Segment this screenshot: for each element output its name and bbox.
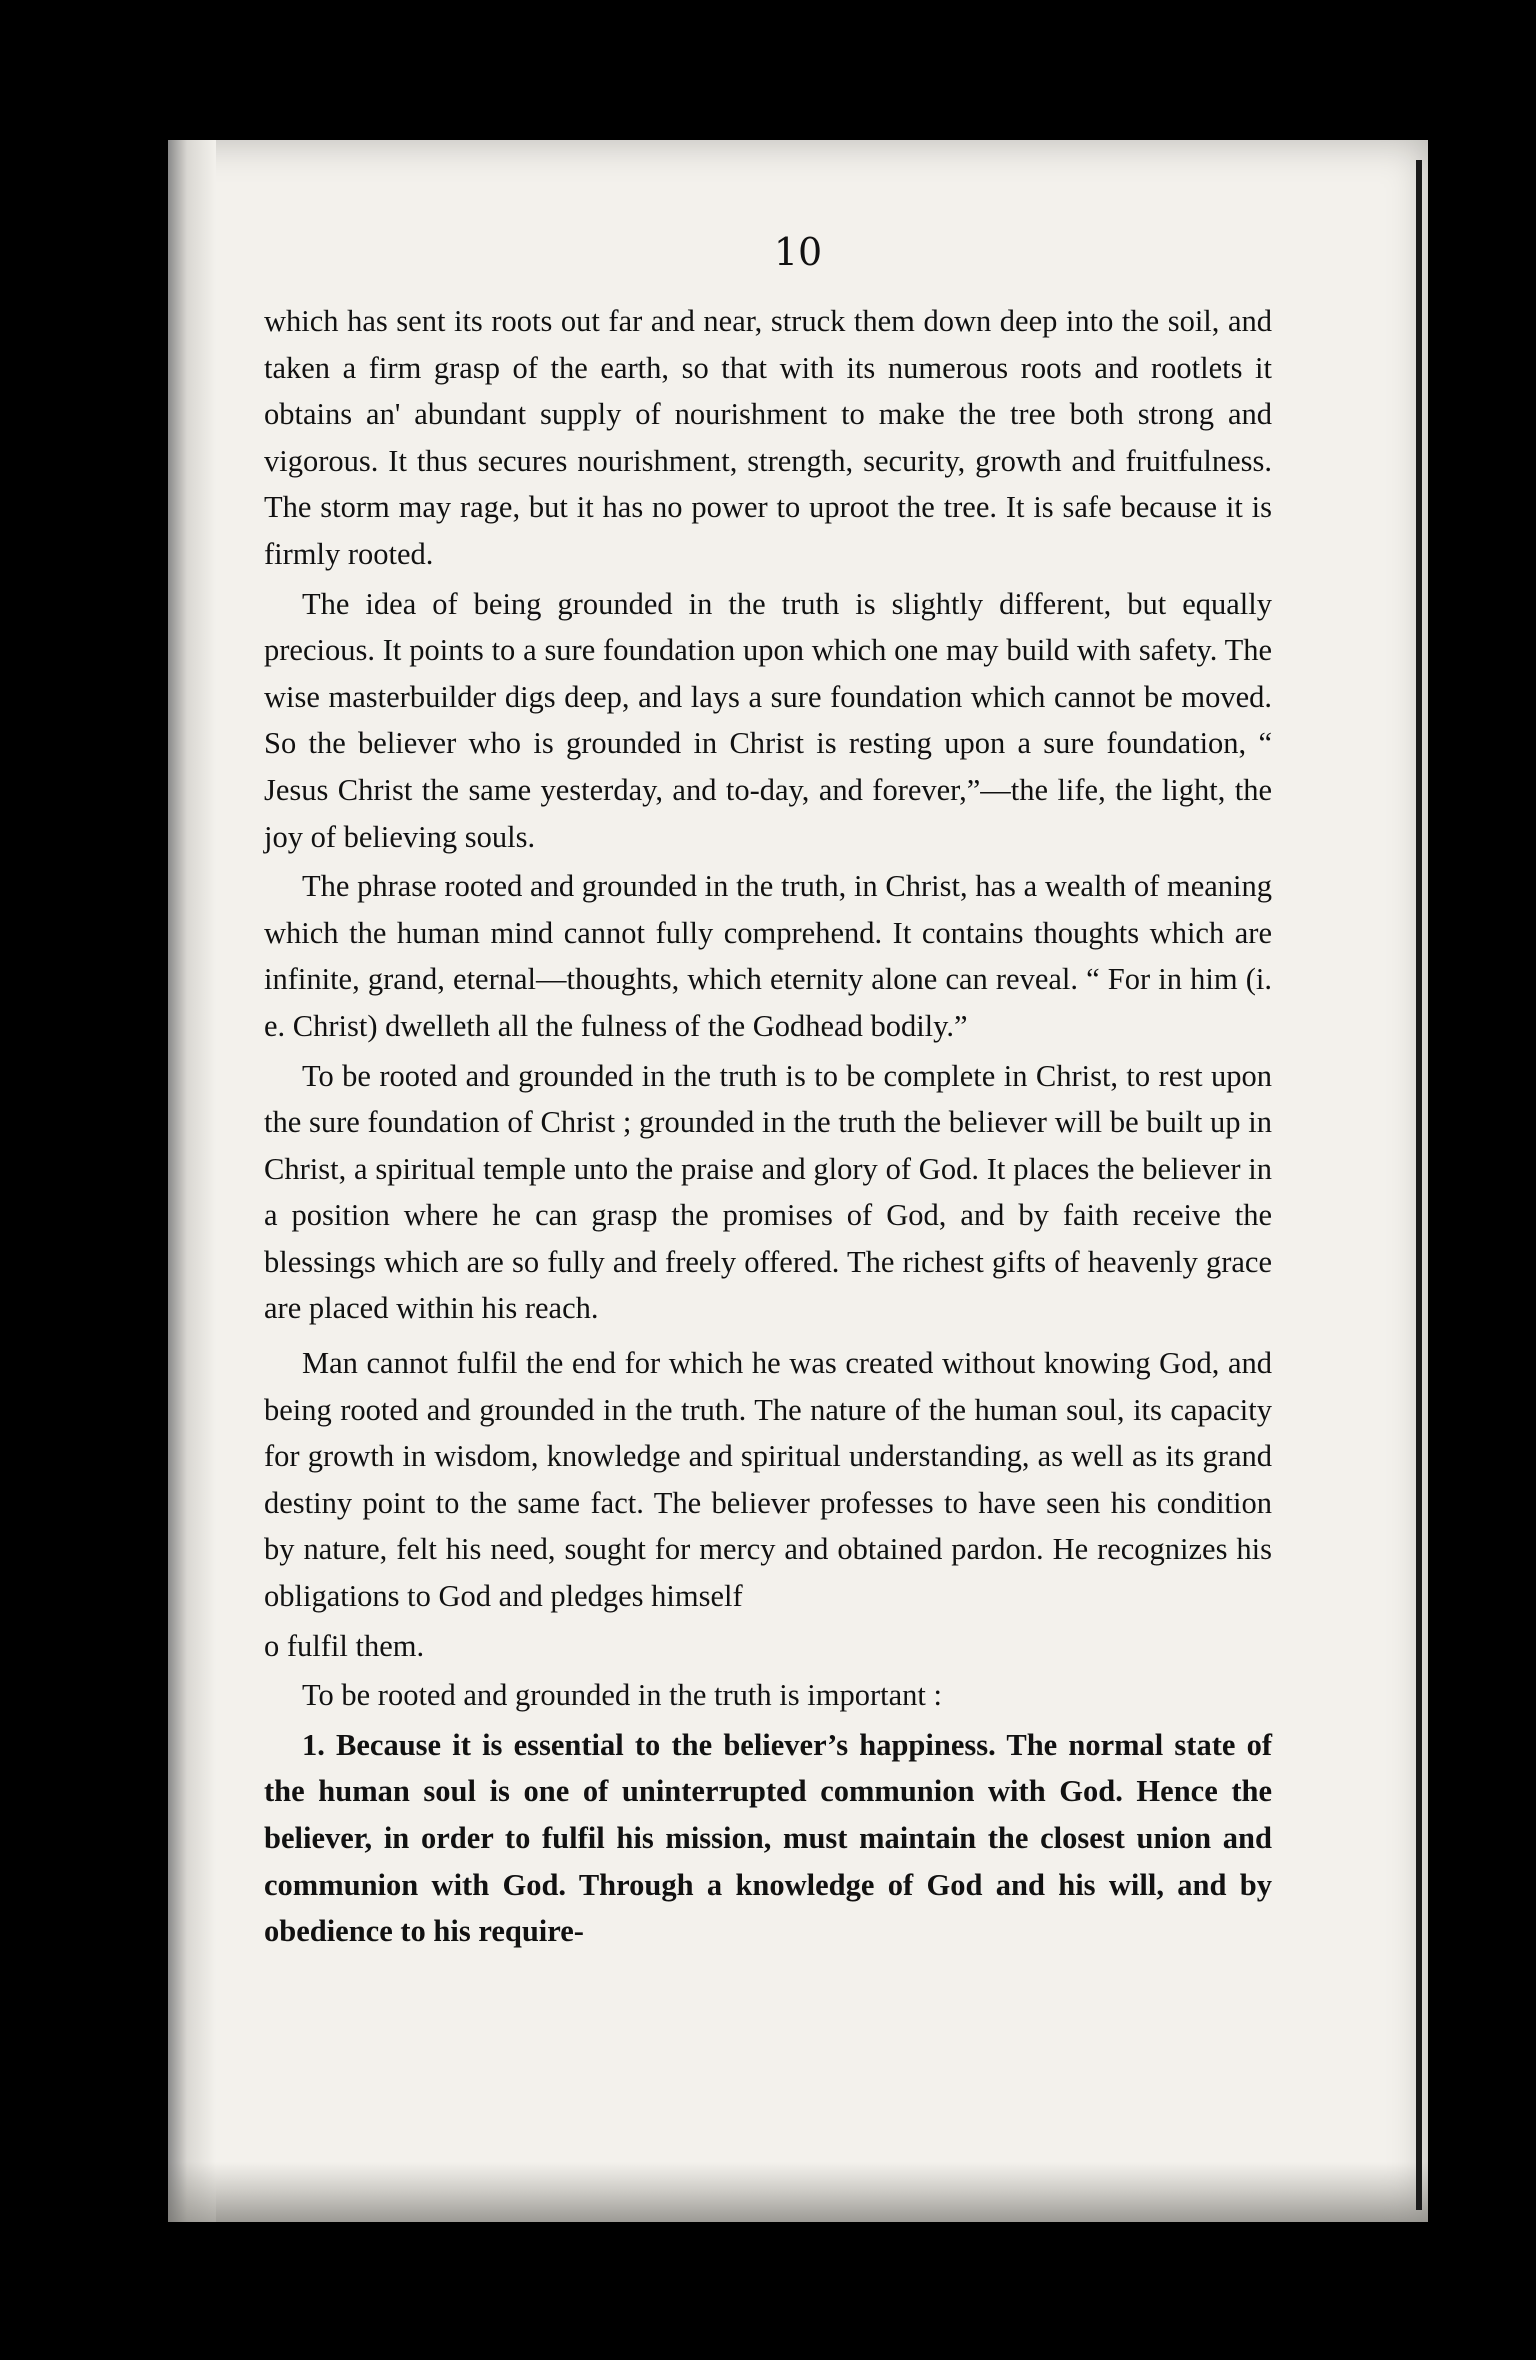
paragraph-5-continuation: o fulfil them.: [264, 1628, 425, 1663]
body-text: [264, 298, 1272, 1958]
right-border-rule: [1416, 160, 1422, 2210]
paragraph-6: To be rooted and grounded in the truth is important :: [302, 1678, 942, 1713]
paragraph-2: The idea of being grounded in the truth is slightly different, but equally precious. It points to a sure foundation upon which one may build with safety. The wise masterbuilder digs deep, and lays a sure foundation which cannot be moved. So the believer who is grounded in Christ is resting upon a sure foundation, “ Jesus Christ the same yesterday, and to-day, and forever,”—the life, the light, the joy of believing souls.: [264, 586, 1272, 854]
page-number: 10: [773, 230, 823, 274]
paragraph-3: The phrase rooted and grounded in the truth, in Christ, has a wealth of meaning which the human mind cannot fully comprehend. It contains thoughts which are infinite, grand, eternal—thoughts, which eternity alone can reveal. “ For in him (i. e. Christ) dwelleth all the fulness of the Godhead bodily.”: [264, 869, 1272, 1043]
paragraph-5: Man cannot fulfil the end for which he was created without knowing God, and being rooted and grounded in the truth. The nature of the human soul, its capacity for growth in wisdom, knowledge and spiritual understanding, as well as its grand destiny point to the same fact. The believer professes to have seen his condition by nature, felt his need, sought for mercy and obtained pardon. He recognizes his obligations to God and pledges himself: [264, 1346, 1272, 1614]
book-page: [168, 140, 1428, 2222]
paragraph-7: 1. Because it is essential to the believer’s happiness. The normal state of the human soul is one of uninterrupted communion with God. Hence the believer, in order to fulfil his mission, must maintain the closest union and communion with God. Through a knowledge of God and his will, and by obedience to his require-: [264, 1727, 1272, 1949]
paragraph-4: To be rooted and grounded in the truth is to be complete in Christ, to rest upon the sure foundation of Christ ; grounded in the truth the believer will be built up in Christ, a spiritual temple unto the praise and glory of God. It places the believer in a position where he can grasp the promises of God, and by faith receive the blessings which are so fully and freely offered. The richest gifts of heavenly grace are placed within his reach.: [264, 1058, 1272, 1326]
page-bottom-shadow: [168, 2162, 1428, 2222]
paragraph-1: which has sent its roots out far and near, struck them down deep into the soil, and taken a firm grasp of the earth, so that with its numerous roots and rootlets it obtains an' abundant supply of nourishment to make the tree both strong and vigorous. It thus secures nourishment, strength, security, growth and fruitfulness. The storm may rage, but it has no power to uproot the tree. It is safe because it is firmly rooted.: [264, 304, 1272, 571]
page-spine-shadow: [168, 140, 216, 2222]
